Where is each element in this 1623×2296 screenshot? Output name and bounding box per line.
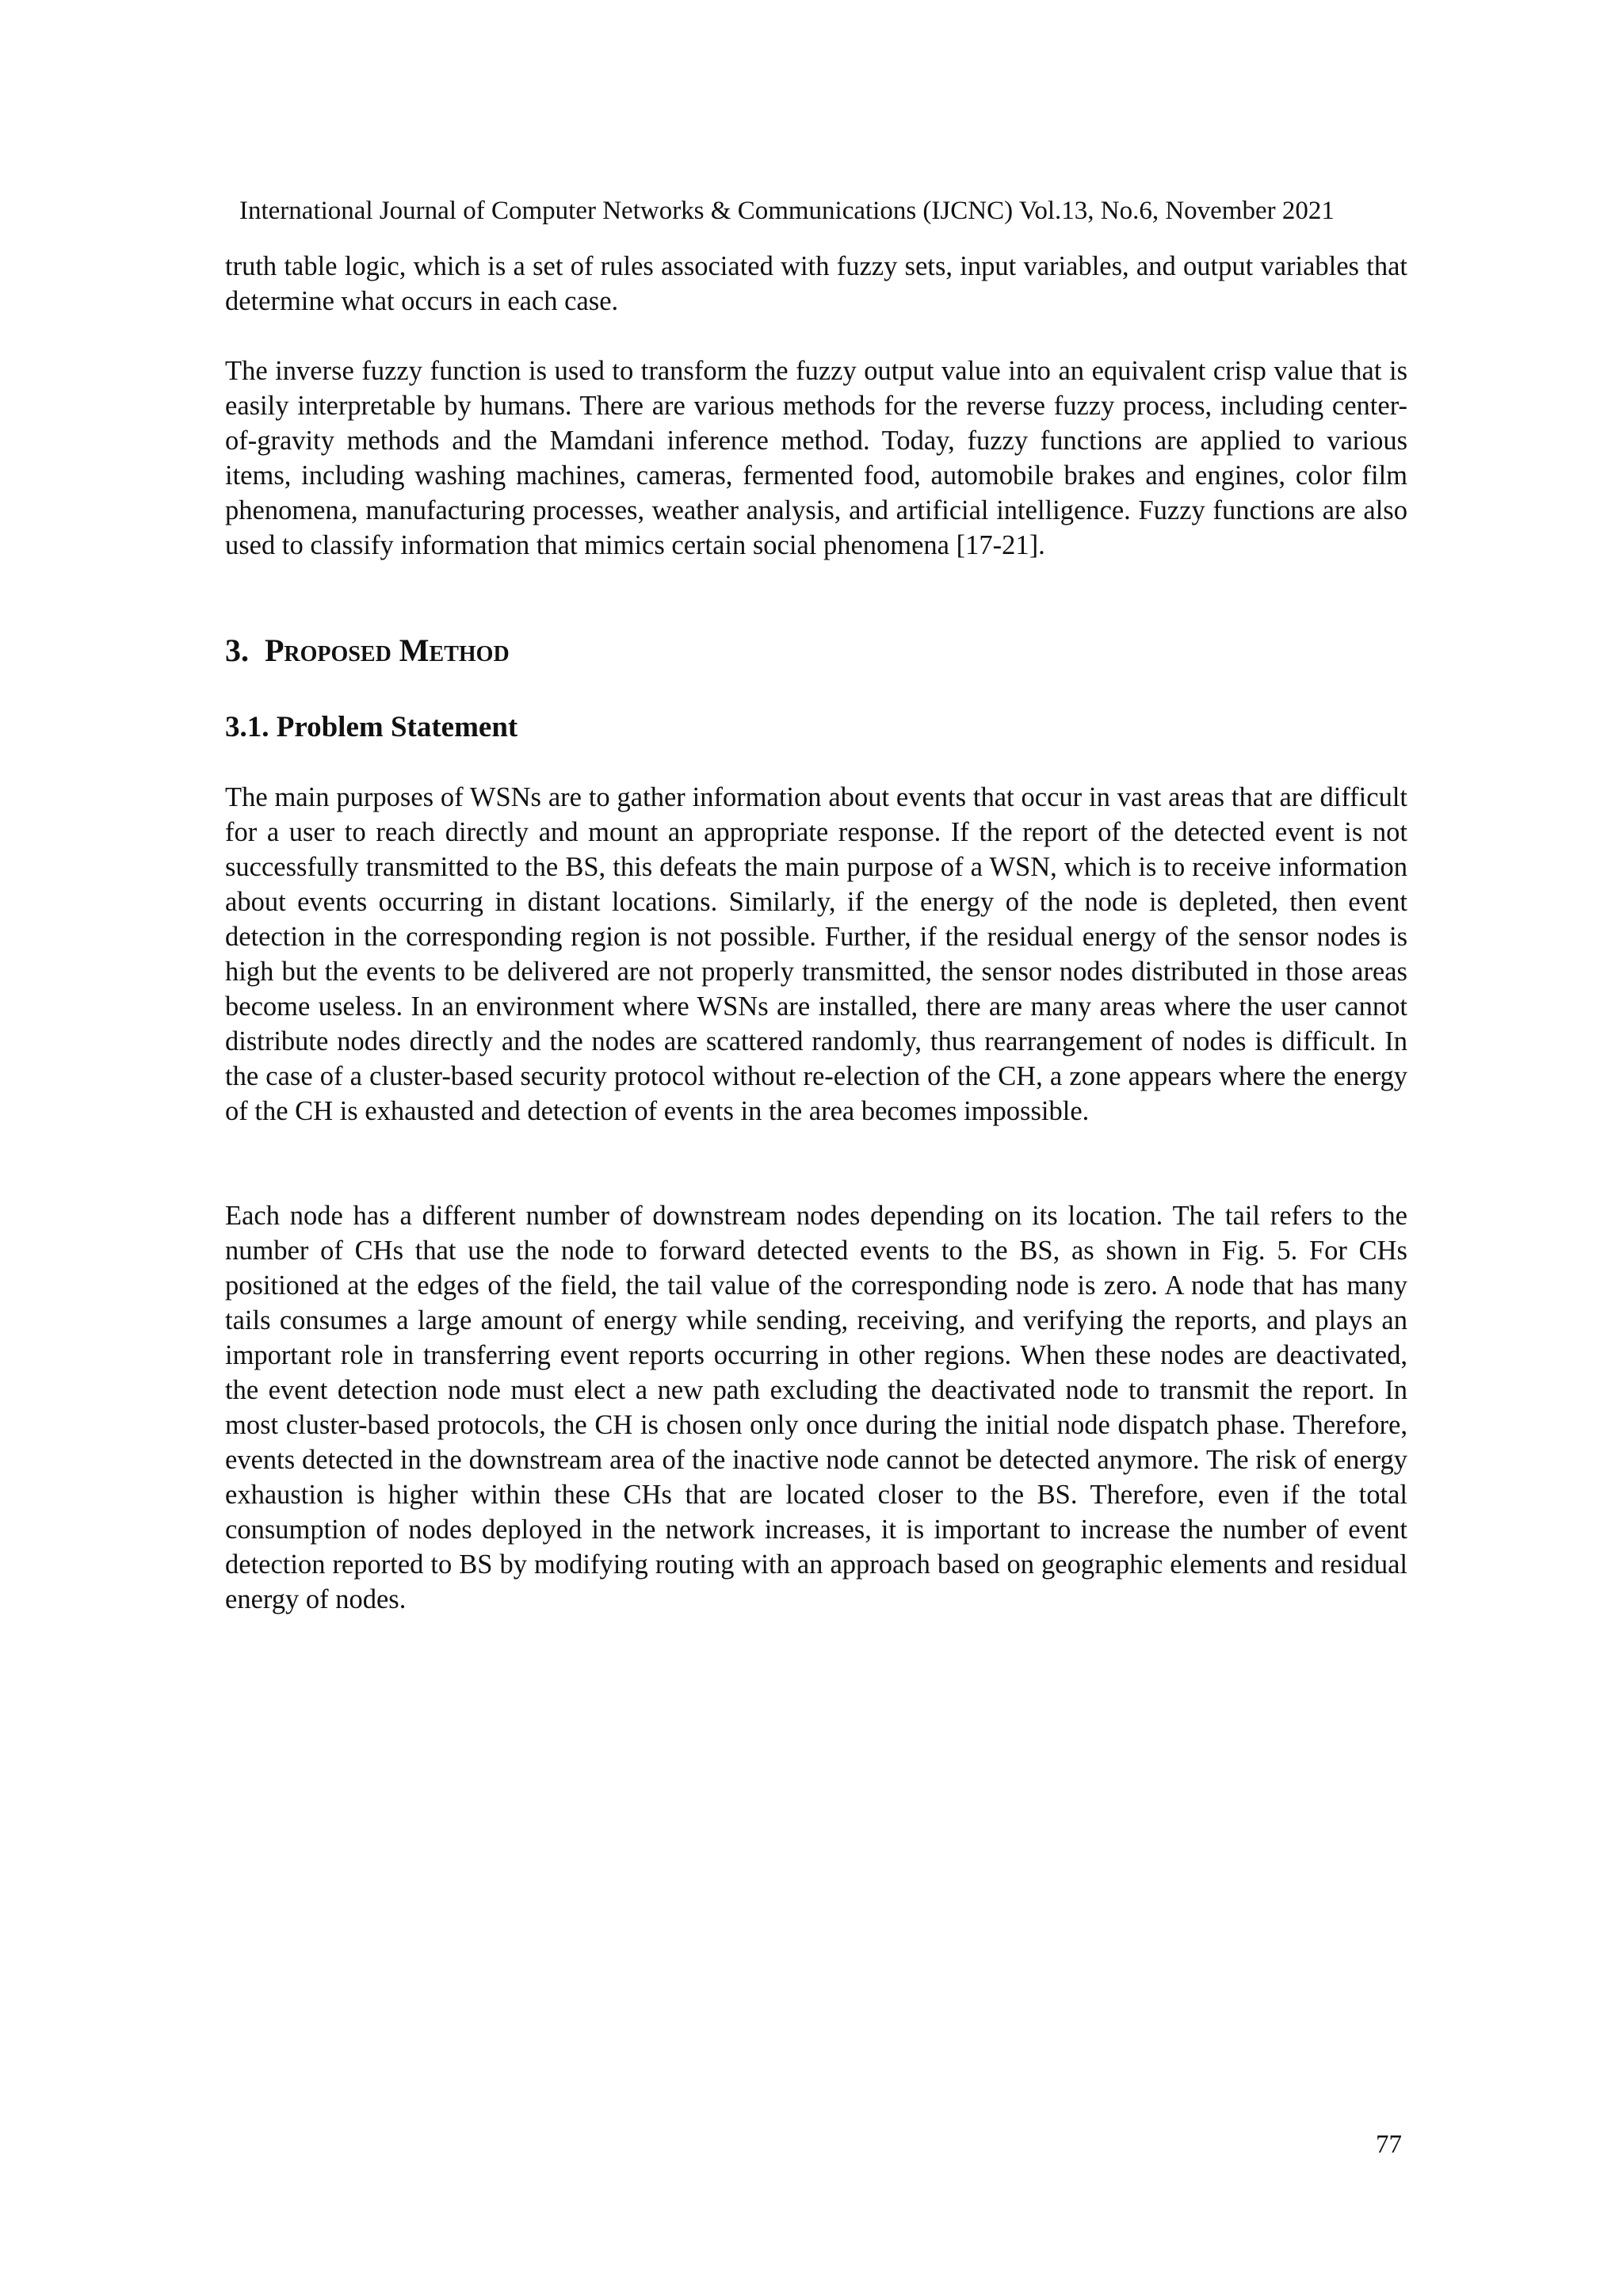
- paragraph-inverse-fuzzy: The inverse fuzzy function is used to transform the fuzzy output value into an equivalent crisp value that is easily interpretable by humans. There are various methods for the reverse fuzzy process, including center-of-gravity methods and the Mamdani inference method. Today, fuzzy functions are applied to various items, including washing machines, cameras, fermented food, automobile brakes and engines, color film phenomena, manufacturing processes, weather analysis, and artificial intelligence. Fuzzy functions are also used to classify information that mimics certain social phenomena [17-21].: [225, 356, 1407, 560]
- paragraph-problem-statement: The main purposes of WSNs are to gather information about events that occur in vast areas that are difficult for a user to reach directly and mount an appropriate response. If the report of the detected event is not successfully transmitted to the BS, this defeats the main purpose of a WSN, which is to receive information about events occurring in distant locations. Similarly, if the energy of the node is depleted, then event detection in the corresponding region is not possible. Further, if the residual energy of the sensor nodes is high but the events to be delivered are not properly transmitted, the sensor nodes distributed in those areas become useless. In an environment where WSNs are installed, there are many areas where the user cannot distribute nodes directly and the nodes are scattered randomly, thus rearrangement of nodes is difficult. In the case of a cluster-based security protocol without re-election of the CH, a zone appears where the energy of the CH is exhausted and detection of events in the area becomes impossible.: [225, 782, 1407, 1126]
- page-number: 77: [1376, 2130, 1402, 2159]
- paragraph-truth-table: truth table logic, which is a set of rules associated with fuzzy sets, input variables, and output variables that determine what occurs in each case.: [225, 251, 1407, 316]
- subsection-heading: 3.1. Problem Statement: [225, 711, 518, 743]
- section-title: Proposed Method: [265, 632, 510, 668]
- paragraph-downstream-nodes: Each node has a different number of downstream nodes depending on its location. The tail refers to the number of CHs that use the node to forward detected events to the BS, as shown in Fig. 5. For CHs positioned at the edges of the field, the tail value of the corresponding node is zero. A node that has many tails consumes a large amount of energy while sending, receiving, and verifying the reports, and plays an important role in transferring event reports occurring in other regions. When these nodes are deactivated, the event detection node must elect a new path excluding the deactivated node to transmit the report. In most cluster-based protocols, the CH is chosen only once during the initial node dispatch phase. Therefore, events detected in the downstream area of the inactive node cannot be detected anymore. The risk of energy exhaustion is higher within these CHs that are located closer to the BS. Therefore, even if the total consumption of nodes deployed in the network increases, it is important to increase the number of event detection reported to BS by modifying routing with an approach based on geographic elements and residual energy of nodes.: [225, 1201, 1407, 1614]
- section-heading: [225, 631, 510, 670]
- running-header: International Journal of Computer Networks & Communications (IJCNC) Vol.13, No.6, November 2021: [239, 197, 1335, 225]
- section-number: 3.: [225, 632, 249, 668]
